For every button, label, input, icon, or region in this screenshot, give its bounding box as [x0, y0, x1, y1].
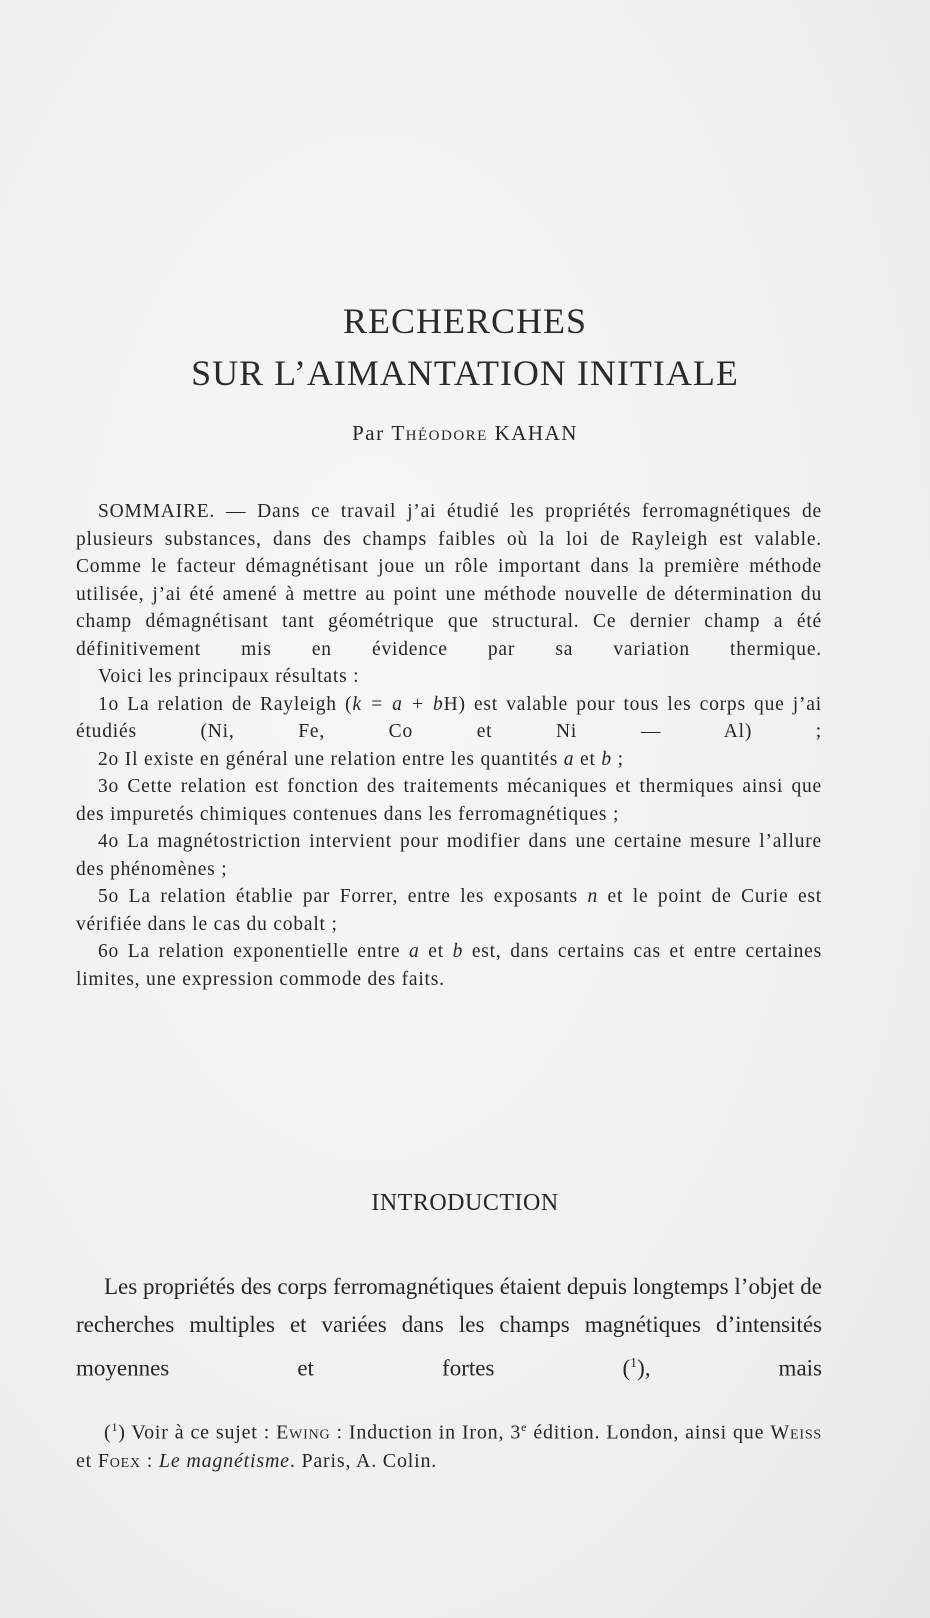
title-line-2: SUR L’AIMANTATION INITIALE — [191, 353, 739, 393]
introduction-text — [76, 1268, 822, 1388]
summary-block — [76, 498, 822, 993]
result-item-3: 3o Cette relation est fonction des traitements mécaniques et thermiques ainsi que des impuretés chimiques contenues dans les ferromagnétiques ; — [76, 776, 822, 825]
footnote — [76, 1413, 822, 1475]
result-item-1: 1o La relation de Rayleigh (k = a + bH) est valable pour tous les corps que j’ai étudiés (Ni, Fe, Co et Ni — Al) ; — [76, 693, 822, 742]
result-item-4: 4o La magnétostriction intervient pour modifier dans une certaine mesure l’allure des phénomènes ; — [76, 831, 822, 880]
rayleigh-formula: k = a + b — [352, 693, 444, 715]
summary-paragraph: SOMMAIRE. — Dans ce travail j’ai étudié les propriétés ferromagnétiques de plusieurs substances, dans des champs faibles où la loi de Rayleigh est valable. Comme le facteur démagnétisant joue un rôle important dans la première méthode utilisée, j’ai été amené à mettre au point une méthode nouvelle de détermination du champ démagnétisant tant géométrique que structural. Ce dernier champ a été définitivement mis en évidence par sa variation thermique. — [76, 501, 822, 660]
author-last-name: KAHAN — [494, 421, 578, 445]
result-item-2: 2o Il existe en général une relation entre les quantités a et b ; — [98, 748, 624, 770]
footnote-text: ($^1$) Voir à ce sujet : Ewing : Induction in Iron, 3e édition. London, ainsi que Weiss et Foex : Le magnétisme. Paris, A. Colin. — [76, 1420, 822, 1472]
result-item-6: 6o La relation exponentielle entre a et b est, dans certains cas et entre certaines limites, une expression commode des faits. — [76, 941, 823, 990]
results-intro: Voici les principaux résultats : — [98, 666, 360, 687]
book-title: Le magnétisme — [158, 1449, 290, 1472]
introduction-paragraph: Les propriétés des corps ferromagnétiques étaient depuis longtemps l’objet de recherches multiples et variées dans les champs magnétiques d’intensités moyennes et fortes ($^1$), mais — [76, 1274, 822, 1381]
author-first-name: Théodore — [391, 421, 488, 445]
author-line — [0, 421, 930, 446]
footnote-reference: 1 — [630, 1355, 638, 1370]
author-prefix: Par — [352, 421, 385, 445]
section-heading: INTRODUCTION — [371, 1190, 559, 1216]
title-line-1: RECHERCHES — [342, 301, 588, 341]
result-item-5: 5o La relation établie par Forrer, entre les exposants n et le point de Curie est vérifiée dans le cas du cobalt ; — [76, 886, 823, 935]
